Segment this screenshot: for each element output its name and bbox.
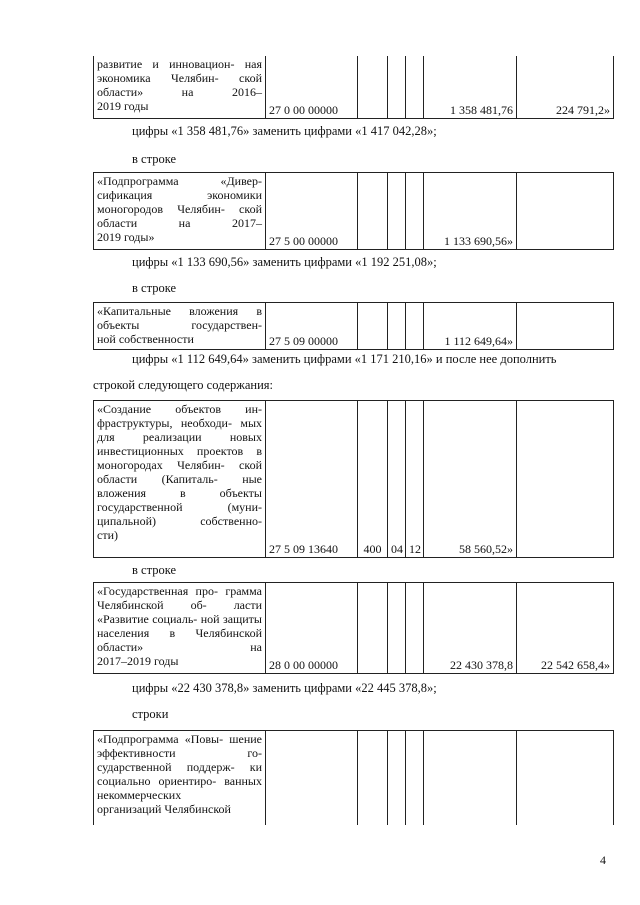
amendment-text: строкой следующего содержания: [93,378,274,392]
table-row [94,303,614,350]
page-number: 4 [600,853,606,867]
row-vr [358,731,388,826]
table-fragment-4 [93,400,614,558]
amendment-text: в строке [132,281,177,295]
row-sum-1 [424,731,517,826]
row-code: 27 5 09 00000 [266,303,358,350]
row-rz [388,56,406,119]
table-fragment-6 [93,730,614,825]
row-name: «Подпрограмма «Повы- шение эффективности го- сударственной поддерж- ки социально ориентиро- ванных некоммерческих организаций Челябинской [94,731,266,826]
table-row [94,173,614,250]
amendment-text: в строке [132,563,177,577]
row-name: «Капитальные вложения в объекты государствен- ной собственности [94,303,266,350]
row-sum-2 [517,303,614,350]
amendment-text: цифры «1 112 649,64» заменить цифрами «1 171 210,16» и после нее дополнить [132,352,557,366]
row-sum-2 [517,731,614,826]
row-pr [406,173,424,250]
table-row [94,56,614,119]
table-fragment-2 [93,172,614,250]
table-row [94,731,614,826]
amendment-text: цифры «22 430 378,8» заменить цифрами «22 445 378,8»; [132,681,437,695]
row-rz [388,173,406,250]
row-pr: 12 [406,401,424,558]
row-sum-1: 22 430 378,8 [424,583,517,674]
row-rz: 04 [388,401,406,558]
row-name: «Государственная про- грамма Челябинской об- ласти «Развитие социаль- ной защиты населения в Челябинской области» на 2017–2019 годы [94,583,266,674]
row-rz [388,303,406,350]
row-vr [358,173,388,250]
row-vr [358,56,388,119]
row-sum-1: 58 560,52» [424,401,517,558]
row-rz [388,583,406,674]
table-row [94,401,614,558]
row-code: 28 0 00 00000 [266,583,358,674]
row-sum-2 [517,401,614,558]
row-sum-2 [517,173,614,250]
amendment-text: цифры «1 358 481,76» заменить цифрами «1 417 042,28»; [132,124,437,138]
row-sum-1: 1 112 649,64» [424,303,517,350]
table-row [94,583,614,674]
amendment-text: строки [132,707,169,721]
table-fragment-5 [93,582,614,674]
row-name: развитие и инновацион- ная экономика Челябин- ской области» на 2016– 2019 годы [94,56,266,119]
row-code [266,731,358,826]
row-vr [358,583,388,674]
row-name: «Подпрограмма «Дивер- сификация экономики моногородов Челябин- ской области на 2017– 2019 годы» [94,173,266,250]
row-vr: 400 [358,401,388,558]
row-sum-1: 1 358 481,76 [424,56,517,119]
row-code: 27 5 00 00000 [266,173,358,250]
table-fragment-1 [93,56,614,119]
row-pr [406,731,424,826]
amendment-text: цифры «1 133 690,56» заменить цифрами «1 192 251,08»; [132,255,437,269]
row-code: 27 5 09 13640 [266,401,358,558]
row-sum-1: 1 133 690,56» [424,173,517,250]
amendment-text: в строке [132,152,177,166]
row-vr [358,303,388,350]
row-code: 27 0 00 00000 [266,56,358,119]
row-pr [406,583,424,674]
row-rz [388,731,406,826]
row-name: «Создание объектов ин- фраструктуры, необходи- мых для реализации новых инвестиционных проектов в моногородах Челябин- ской области (Капиталь- ные вложения в объекты государственной (муни- ципальной) собственно- сти) [94,401,266,558]
row-pr [406,56,424,119]
row-sum-2: 224 791,2» [517,56,614,119]
row-pr [406,303,424,350]
row-sum-2: 22 542 658,4» [517,583,614,674]
table-fragment-3 [93,302,614,350]
